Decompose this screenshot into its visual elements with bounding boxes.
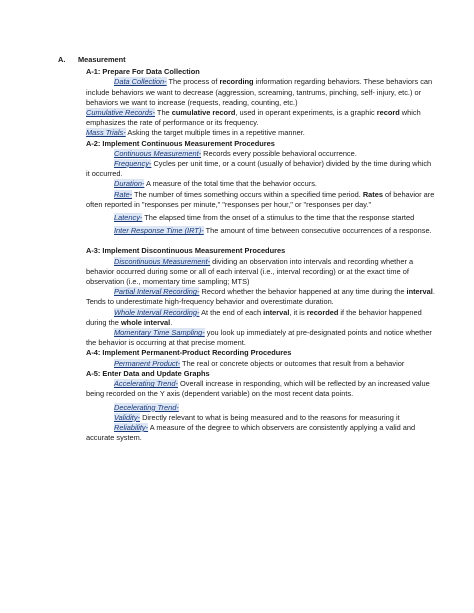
entry-momentary-time-sampling — [86, 328, 436, 348]
text: Cycles per unit time, or a count (usually of behavior) divided by the time during which it occurred. — [86, 159, 432, 179]
entry-decelerating-trend — [86, 403, 436, 413]
bold-text: record — [376, 108, 400, 118]
term-cumulative-records: Cumulative Records- — [86, 108, 156, 118]
term-continuous-measurement: Continuous Measurement- — [114, 148, 202, 158]
entry-latency — [86, 213, 436, 223]
entry-whole-interval — [86, 308, 436, 328]
text: Asking the target multiple times in a repetitive manner. — [125, 128, 305, 138]
text: . Tends to underestimate high-frequency behavior and overestimate duration. — [86, 287, 435, 307]
text: The real or concrete objects or outcomes that result from a behavior — [180, 358, 405, 368]
text: you look up immediately at pre-designated points and notice whether the behavior is occurring at that precise moment. — [86, 328, 432, 348]
entry-partial-interval — [86, 287, 436, 307]
subsection-a2-title: A-2: Implement Continuous Measurement Procedures — [86, 138, 275, 148]
text: , used in operant experiments, is a graphic — [235, 108, 377, 118]
entry-accelerating-trend — [86, 379, 436, 399]
subsection-a5-title: A-5: Enter Data and Update Graphs — [86, 368, 210, 378]
entry-continuous-measurement — [86, 149, 436, 159]
term-mass-trials: Mass Trials- — [86, 128, 126, 138]
term-inter-response-time: Inter Response Time (IRT)- — [114, 226, 204, 236]
entry-data-collection — [86, 77, 436, 108]
entry-inter-response-time — [86, 226, 436, 236]
text: The — [155, 108, 172, 118]
term-latency: Latency- — [114, 213, 143, 223]
text: , it is — [289, 307, 307, 317]
term-validity: Validity- — [114, 412, 141, 422]
text: which emphasizes the rate of performance or its frequency. — [86, 108, 421, 128]
text: The elapsed time from the onset of a stimulus to the time that the response started — [142, 213, 415, 223]
entry-discontinuous-measurement — [86, 257, 436, 288]
bold-text: recording — [219, 77, 254, 87]
text: The number of times something occurs within a specified time period. — [132, 189, 363, 199]
entry-permanent-product — [86, 359, 436, 369]
bold-text: whole interval — [120, 317, 171, 327]
term-momentary-time-sampling: Momentary Time Sampling- — [114, 328, 205, 338]
term-decelerating-trend: Decelerating Trend- — [114, 402, 179, 412]
text: At the end of each — [199, 307, 264, 317]
text: Overall increase in responding, which will be reflected by an increased value being recorded on the Y axis (dependent variable) on the most recent data points. — [86, 379, 430, 399]
section-heading — [58, 55, 436, 65]
bold-text: cumulative record — [171, 108, 236, 118]
text: The amount of time between consecutive occurrences of a response. — [203, 226, 432, 236]
term-whole-interval: Whole Interval Recording- — [114, 307, 200, 317]
entry-mass-trials — [86, 128, 436, 138]
text: Records every possible behavioral occurrence. — [201, 148, 357, 158]
section-letter: A. — [58, 55, 66, 64]
text: . — [170, 317, 173, 327]
bold-text: interval — [406, 287, 433, 297]
text: dividing an observation into intervals and recording whether a behavior occurred during some or all of each interval (i.e., interval recording) or at the exact time of observation (i.e., momentary time sampling; MTS) — [86, 256, 414, 287]
term-rate: Rate- — [114, 189, 133, 199]
text: A measure of the total time that the behavior occurs. — [144, 179, 317, 189]
text: The process of — [166, 77, 220, 87]
term-discontinuous-measurement: Discontinuous Measurement- — [114, 256, 211, 266]
term-accelerating-trend: Accelerating Trend- — [114, 379, 178, 389]
term-frequency: Frequency- — [114, 159, 152, 169]
entry-frequency — [86, 159, 436, 179]
entry-duration — [86, 179, 436, 189]
entry-rate — [86, 190, 436, 210]
entry-reliability — [86, 423, 436, 443]
subsection-a3-title: A-3: Implement Discontinuous Measurement Procedures — [86, 246, 286, 256]
entry-cumulative-records — [86, 108, 436, 128]
subsection-a1-title: A-1: Prepare For Data Collection — [86, 67, 200, 77]
term-partial-interval: Partial Interval Recording- — [114, 287, 200, 297]
term-permanent-product: Permanent Product- — [114, 358, 181, 368]
subsection-a4-title: A-4: Implement Permanent-Product Recording Procedures — [86, 348, 292, 358]
text: Record whether the behavior happened at any time during the — [199, 287, 407, 297]
bold-text: Rates — [362, 189, 383, 199]
section-title: Measurement — [78, 55, 126, 64]
bold-text: interval — [263, 307, 290, 317]
text: of behavior are often reported in "responses per minute," "responses per hour," or "responses per day." — [86, 189, 435, 209]
entry-validity — [86, 413, 436, 423]
bold-text: recorded — [306, 307, 339, 317]
term-data-collection: Data Collection- — [114, 77, 167, 87]
term-reliability: Reliability- — [114, 422, 149, 432]
text: A measure of the degree to which observers are consistently applying a valid and accurate system. — [86, 422, 416, 443]
text: Directly relevant to what is being measured and to the reasons for measuring it — [140, 412, 400, 422]
term-duration: Duration- — [114, 179, 145, 189]
text: if the behavior happened during the — [86, 307, 422, 327]
text: information regarding behaviors. These behaviors can include behaviors we want to decrease (aggression, screaming, tantrums, pinching, self- injury, etc.) or behaviors we want to increase (requests, reading, counting, etc.) — [86, 77, 433, 107]
